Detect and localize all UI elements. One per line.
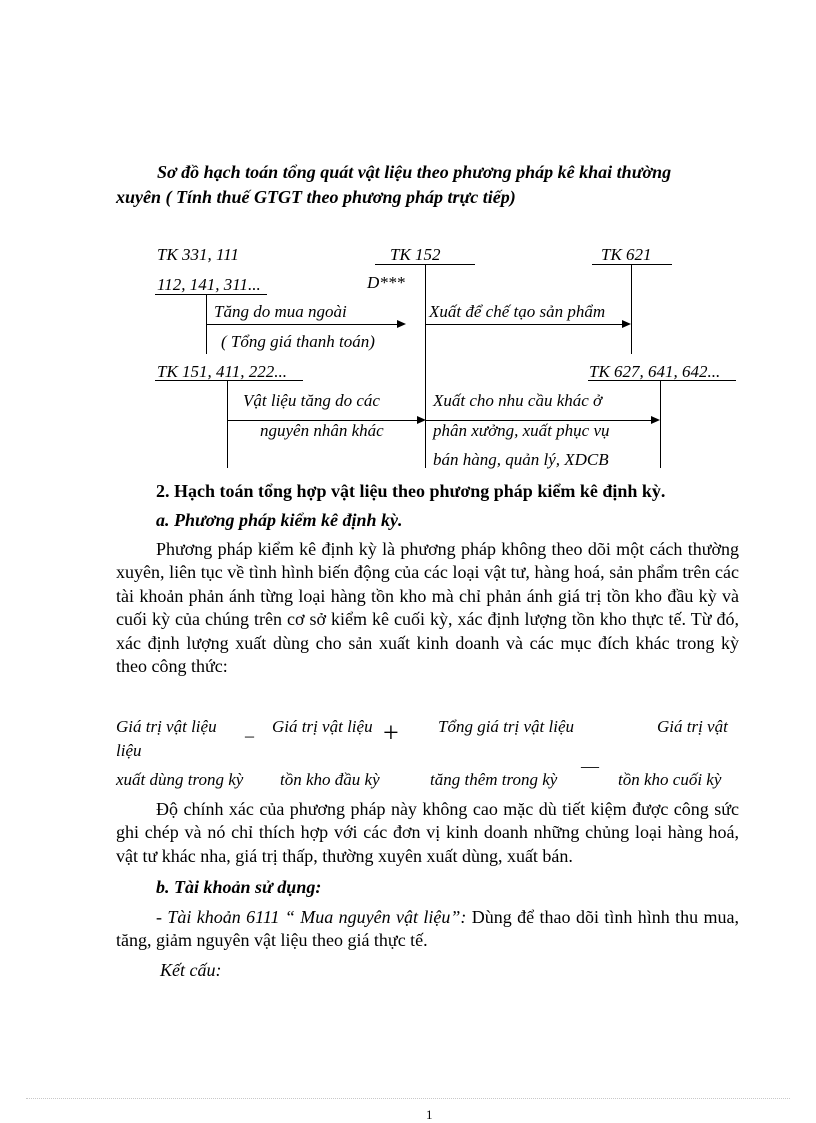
- tk627-vertical: [660, 380, 661, 468]
- formula-bottom-1: xuất dùng trong kỳ: [116, 770, 244, 789]
- paragraph-kiem-ke: Phương pháp kiểm kê định kỳ là phương pháp không theo dõi một cách thường xuyên, liên tục về tình hình biến động của các loại vật tư, hàng hoá, sản phẩm trên các tài khoản phản ánh từng loại hàng tồn kho mà chỉ phản ánh giá trị tồn kho đầu kỳ và cuối kỳ của chúng trên cơ sở kiểm kê cuối kỳ, xác định lượng tồn kho thực tế. Từ đó, xác định lượng xuất dùng cho sản xuất kinh doanh và các mục đích khác trong kỳ theo công thức:: [116, 539, 739, 677]
- tk112-label: 112, 141, 311...: [157, 275, 261, 294]
- ket-cau-label: Kết cấu:: [160, 960, 222, 980]
- formula-term-4: Giá trị vật: [657, 717, 728, 736]
- section-2a-heading: a. Phương pháp kiểm kê định kỳ.: [156, 510, 403, 530]
- arrow-nguyen-nhan-khac-head: [417, 416, 426, 424]
- tk152-vertical: [425, 264, 426, 468]
- xuat-cho-label-3: bán hàng, quản lý, XDCB: [433, 450, 609, 469]
- formula-term-2: Giá trị vật liệu: [272, 717, 373, 736]
- xuat-cho-label-2: phân xưởng, xuất phục vụ: [433, 421, 610, 440]
- formula-plus: +: [383, 718, 399, 749]
- formula-bottom-2: tồn kho đầu kỳ: [280, 770, 380, 789]
- xuat-cho-label-1: Xuất cho nhu cầu khác ở: [433, 391, 603, 410]
- paragraph-tk6111: [116, 906, 739, 953]
- arrow-che-tao: [426, 324, 622, 325]
- tk6111-label: - Tài khoản 6111 “ Mua nguyên vật liệu”:: [156, 907, 467, 927]
- tk621-vertical: [631, 264, 632, 354]
- diagram-title-line2: xuyên ( Tính thuế GTGT theo phương pháp trực tiếp): [116, 187, 516, 207]
- arrow-che-tao-head: [622, 320, 631, 328]
- diagram-title-line1: Sơ đồ hạch toán tổng quát vật liệu theo phương pháp kê khai thường: [157, 162, 672, 182]
- section-2-heading: 2. Hạch toán tổng hợp vật liệu theo phương pháp kiểm kê định kỳ.: [156, 481, 666, 501]
- formula-bottom-4: tồn kho cuối kỳ: [618, 770, 722, 789]
- vat-lieu-tang-label: Vật liệu tăng do các: [243, 391, 380, 410]
- tk331-label: TK 331, 111: [157, 245, 240, 264]
- nguyen-nhan-khac-label: nguyên nhân khác: [260, 421, 384, 440]
- arrow-mua-ngoai-head: [397, 320, 406, 328]
- arrow-mua-ngoai: [207, 324, 397, 325]
- footer-divider: [26, 1098, 790, 1099]
- formula-minus-2: —: [581, 756, 599, 776]
- tk152-label: TK 152: [390, 245, 441, 264]
- formula-term-3: Tổng giá trị vật liệu: [438, 717, 574, 736]
- tong-gia-thanh-toan-label: ( Tổng giá thanh toán): [221, 332, 375, 351]
- tang-mua-ngoai-label: Tăng do mua ngoài: [214, 302, 347, 321]
- debit-marker: D***: [367, 273, 405, 292]
- tk151-label: TK 151, 411, 222...: [157, 362, 288, 381]
- formula-term-1b: liệu: [116, 741, 142, 760]
- tk6111-text: Dùng để thao dõi tình hình thu mua, tăng, giảm nguyên vật liệu theo giá thực tế.: [116, 907, 739, 951]
- section-2b-heading: b. Tài khoản sử dụng:: [156, 877, 322, 897]
- formula-minus: _: [245, 719, 254, 739]
- formula-term-1: Giá trị vật liệu: [116, 717, 217, 736]
- formula-bottom-3: tăng thêm trong kỳ: [430, 770, 558, 789]
- tk151-vertical: [227, 380, 228, 468]
- arrow-nhu-cau-khac-head: [651, 416, 660, 424]
- tk621-label: TK 621: [601, 245, 652, 264]
- tk627-label: TK 627, 641, 642...: [589, 362, 721, 381]
- page-number: 1: [426, 1107, 433, 1122]
- paragraph-do-chinh-xac: Độ chính xác của phương pháp này không cao mặc dù tiết kiệm được công sức ghi chép và nó chỉ thích hợp với các đơn vị kinh doanh những chủng loại hàng hoá, vật tư khác nha, giá trị thấp, thường xuyên xuất dùng, xuất bán.: [116, 799, 739, 866]
- xuat-che-tao-label: Xuất để chế tạo sản phẩm: [429, 302, 606, 321]
